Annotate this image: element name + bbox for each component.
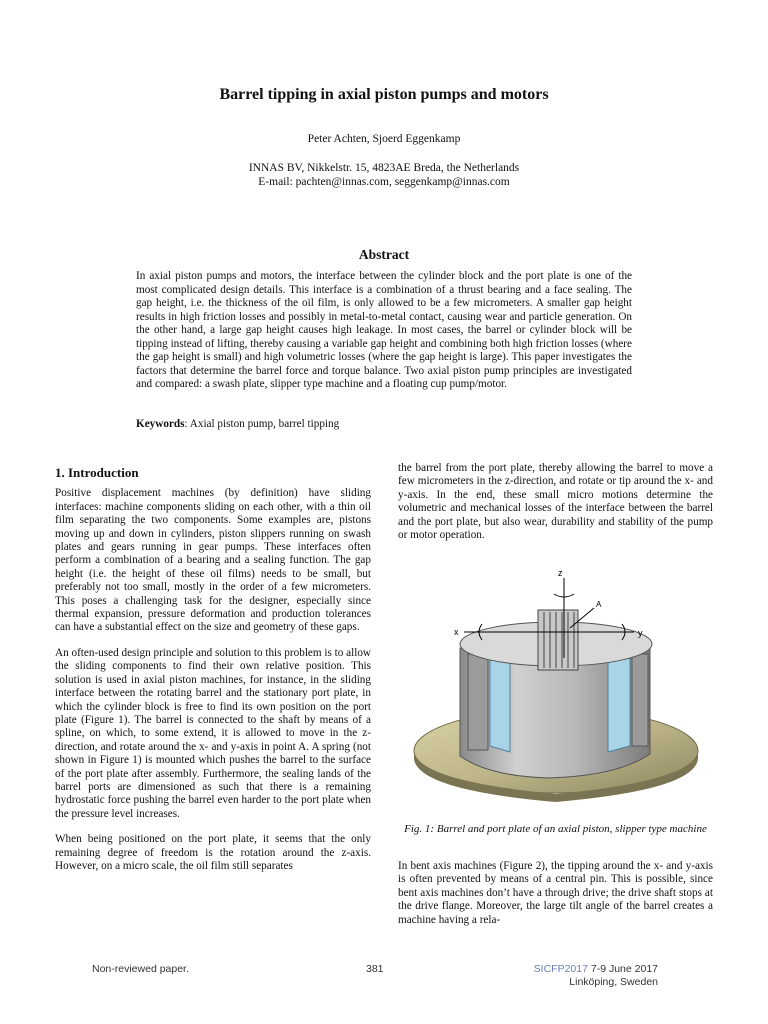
conference-place: Linköping, Sweden — [569, 976, 658, 988]
paragraph: An often-used design principle and solution to this problem is to allow the sliding components to find their own relative position. This solution is used in axial piston machines, for instance, in the sliding interface between the rotating barrel and the stationary port plate, in which the cylinder block is free to find its own position on the port plate (Figure 1). The barrel is connected to the shaft by means of a spline, on which, to some extend, it is allowed to move in the z-direction, and rotate around the x- and y-axis in point A. A spring (not shown in Figure 1) is mounted which pushes the barrel to the surface of the port plate after assembly. Furthermore, the sealing lands of the barrel ports are dimensioned as such that there is a remaining hydrostatic force pushing the barrel even harder to the port plate when the pressure level increases. — [55, 646, 372, 820]
paper-authors: Peter Achten, Sjoerd Eggenkamp — [307, 133, 461, 145]
label-z: z — [558, 568, 563, 578]
left-column — [55, 466, 371, 885]
footer-note: Non-reviewed paper. — [92, 963, 189, 975]
paragraph: Positive displacement machines (by definition) have sliding interfaces: machine components sliding on each other, with a thin oil film separating the two components. Some examples are, pistons moving up and down in cylinders, piston slippers running on swash plates and gears running in gear pumps. These interfaces often perform a combination of a bearing and a sealing function. The gap height (i.e. the height of these oil films) needs to be small, but preferably not too small, mostly in the order of a few micrometers. This poses a challenging task for the designer, especially since thermal expansion, pressure deformation and production tolerances can have a substantial effect on the size and geometry of these gaps. — [55, 487, 371, 634]
label-y: y — [638, 628, 643, 638]
right-column — [398, 462, 713, 554]
paragraph: When being positioned on the port plate, it seems that the only remaining degree of freedom is the rotation around the z-axis. However, on a micro scale, the oil film still separates — [55, 833, 371, 872]
affiliation-block — [0, 161, 768, 189]
keywords-text: : Axial piston pump, barrel tipping — [184, 418, 340, 430]
paper-title: Barrel tipping in axial piston pumps and motors — [219, 86, 549, 103]
abstract-heading: Abstract — [358, 247, 410, 262]
keywords — [136, 418, 632, 430]
conference-date: 7-9 June 2017 — [587, 963, 658, 975]
conference-name: SICFP2017 — [533, 963, 588, 975]
figure-caption: Fig. 1: Barrel and port plate of an axial piston, slipper type machine — [404, 823, 707, 835]
paragraph: In bent axis machines (Figure 2), the tipping around the x- and y-axis is often prevented by means of a central pin. This is possible, since bent axis machines don’t have a through drive; the drive shaft stops at the drive flange. Moreover, the large tilt angle of the barrel creates a machine having a rela- — [398, 860, 713, 926]
section-heading: 1. Introduction — [55, 465, 139, 480]
right-column-lower — [398, 860, 713, 939]
abstract-text: In axial piston pumps and motors, the interface between the cylinder block and the port plate is one of the most complicated design details. This interface is a combination of a thrust bearing and a face sealing. The gap height, i.e. the thickness of the oil film, is only allowed to be a few micrometers. A smaller gap height results in high friction losses and possibly in metal-to-metal contact, causing wear and particle generation. On the other hand, a large gap height causes high leakage. In most cases, the barrel or cylinder block will be tipping instead of lifting, thereby causing a variable gap height and combining both high friction losses (where the gap height is small) and high volumetric losses (where the gap height is large). This paper investigates the factors that determine the barrel force and torque balance. Two axial piston pump principles are investigated and compared: a swash plate, slipper type machine and a floating cup pump/motor. — [136, 270, 632, 390]
label-x: x — [454, 627, 459, 637]
affiliation: INNAS BV, Nikkelstr. 15, 4823AE Breda, the Netherlands — [248, 162, 520, 174]
cylinder-bore-left — [468, 654, 488, 750]
page-number: 381 — [366, 963, 384, 975]
footer-conference — [532, 963, 658, 989]
email: E-mail: pachten@innas.com, seggenkamp@innas.com — [258, 176, 510, 188]
keywords-label: Keywords — [136, 418, 185, 430]
label-a: A — [596, 600, 602, 609]
paragraph: the barrel from the port plate, thereby allowing the barrel to move a few micrometers in the z-direction, and rotate or tip around the x- and y-axis. In the end, these small micro motions determine the volumetric and mechanical losses of the interface between the barrel and the port plate, but also wear, durability and stability of the pump or motor operation. — [398, 462, 713, 542]
figure-barrel-port-plate — [398, 566, 713, 810]
cylinder-bore-right — [632, 654, 648, 746]
